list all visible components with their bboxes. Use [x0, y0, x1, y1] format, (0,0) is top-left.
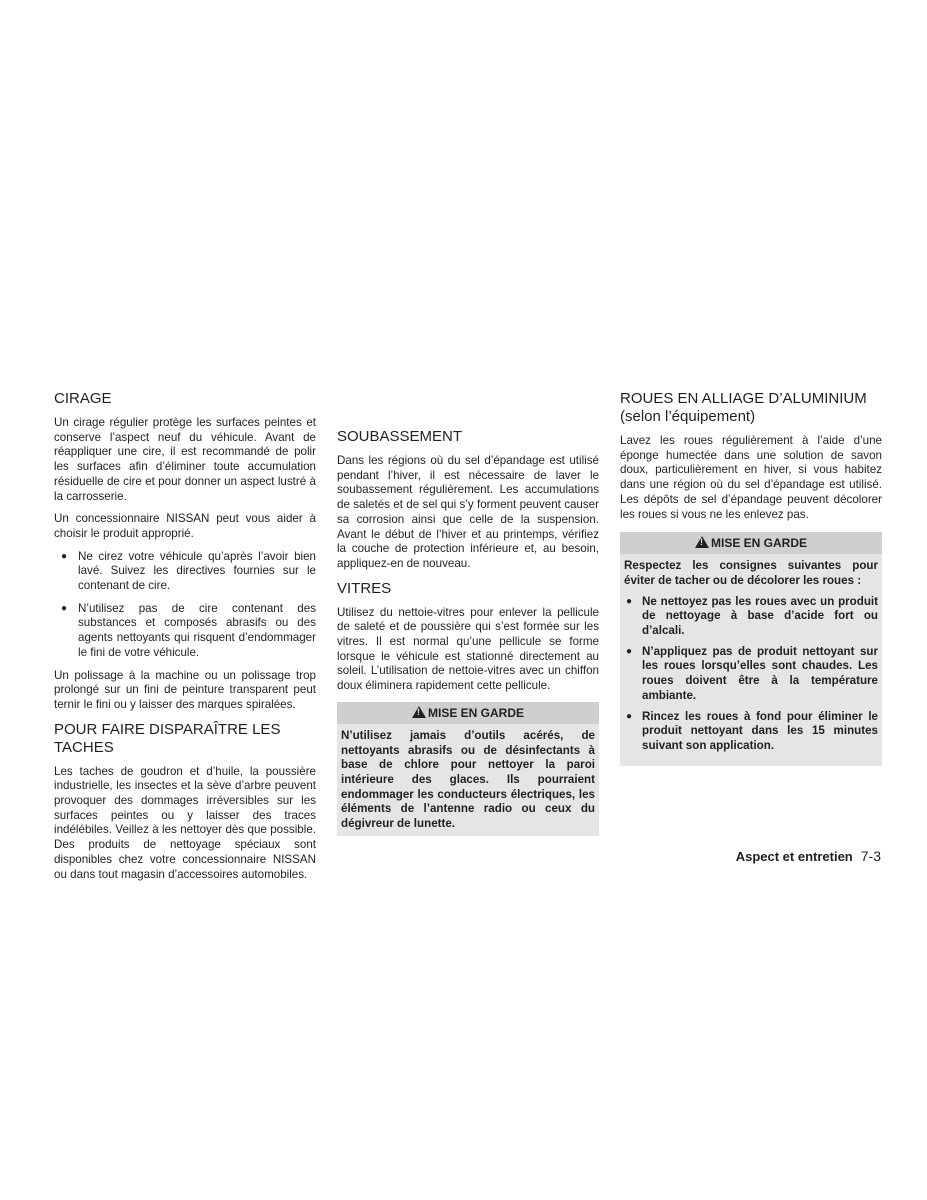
column-middle	[337, 390, 599, 836]
warning-header	[337, 702, 599, 724]
page-footer	[736, 848, 881, 864]
heading-roues-subtitle: (selon l’équipement)	[620, 408, 756, 425]
paragraph-vitres-1: Utilisez du nettoie-vitres pour enlever la pellicule de saleté et de poussière qui s’est formée sur les vitres. Il est normal qu’une pellicule se forme lorsque le véhicule est stationné directement au soleil. L’utilisation de nettoie-vitres avec un chiffon doux éliminera rapidement cette pellicule.	[337, 605, 599, 693]
cirage-bullet-list	[54, 550, 316, 661]
paragraph-roues-1: Lavez les roues régulièrement à l’aide d’une éponge humectée dans une solution de savon doux, particulièrement en hiver, si vous habitez dans une région où du sel d’épandage est utilisé. Les dépôts de sel d’épandage peuvent décolorer les roues si vous ne les enlevez pas.	[620, 434, 882, 521]
heading-cirage: CIRAGE	[54, 390, 112, 407]
warning-triangle-icon	[695, 536, 709, 548]
warning-box-vitres	[337, 702, 599, 836]
warning-header	[620, 532, 882, 554]
heading-roues-title: ROUES EN ALLIAGE D’ALUMINIUM	[620, 390, 867, 407]
list-item: ● N’utilisez pas de cire contenant des substances et composés abrasifs ou des agents nettoyants qui risquent d’endommager le fini de votre véhicule.	[54, 602, 316, 661]
column-right	[620, 390, 882, 766]
list-item: ● Rincez les roues à fond pour éliminer le produit nettoyant dans les 15 minutes suivant son application.	[624, 710, 878, 754]
paragraph-cirage-3: Un polissage à la machine ou un polissage trop prolongé sur un fini de peinture transparent peut ternir le fini ou y laisser des marques spiralées.	[54, 668, 316, 711]
heading-vitres: VITRES	[337, 579, 392, 597]
warning-body	[620, 554, 882, 765]
footer-section-title: Aspect et entretien	[735, 849, 853, 864]
paragraph-cirage-2: Un concessionnaire NISSAN peut vous aider à choisir le produit approprié.	[54, 512, 316, 540]
heading-taches: POUR FAIRE DISPARAÎTRE LES TACHES	[54, 720, 281, 756]
page-number: 7-3	[860, 848, 881, 864]
warning-body	[337, 724, 599, 836]
warning-box-roues	[620, 532, 882, 765]
paragraph-soubassement-1: Dans les régions où du sel d’épandage est utilisé pendant l’hiver, il est nécessaire de laver le soubassement régulièrement. Les accumulations de saletés et de sel qui s’y forment peuvent causer sa corrosion ainsi que celle de la suspension. Avant le début de l’hiver et au printemps, vérifiez la couche de protection inférieure et, au besoin, appliquez-en de nouveau.	[337, 454, 599, 570]
warning-title: MISE EN GARDE	[427, 705, 524, 720]
warning-title: MISE EN GARDE	[710, 536, 807, 551]
list-item: ● N’appliquez pas de produit nettoyant sur les roues lorsqu’elles sont chaudes. Les roues doivent être à la température ambiante.	[624, 645, 878, 704]
heading-soubassement: SOUBASSEMENT	[337, 428, 463, 445]
warning-bullet-list	[624, 595, 878, 754]
paragraph-cirage-1: Un cirage régulier protège les surfaces peintes et conserve l’aspect neuf du véhicule. Avant de réappliquer une cire, il est recommandé de polir les surfaces afin d’éliminer toute accumulation résiduelle de cire et pour donner un aspect lustré à la carrosserie.	[54, 416, 316, 503]
paragraph-taches-1: Les taches de goudron et d’huile, la poussière industrielle, les insectes et la sève d’arbre peuvent provoquer des dommages irréversibles sur les surfaces peintes ou y laisser des traces indélébiles. Veillez à les nettoyer dès que possible. Des produits de nettoyage spéciaux sont disponibles chez votre concessionnaire NISSAN ou dans tout magasin d’accessoires automobiles.	[54, 764, 316, 881]
heading-roues	[620, 390, 882, 426]
list-item: ● Ne cirez votre véhicule qu’après l’avoir bien lavé. Suivez les directives fournies sur le contenant de cire.	[54, 550, 316, 594]
warning-intro: Respectez les consignes suivantes pour éviter de tacher ou de décolorer les roues :	[624, 559, 878, 587]
warning-text: N’utilisez jamais d’outils acérés, de nettoyants abrasifs ou de désinfectants à base de chlore pour nettoyer la paroi intérieure des glaces. Ils pourraient endommager les conducteurs électriques, les éléments de l’antenne radio ou ceux du dégivreur de lunette.	[341, 728, 595, 831]
warning-triangle-icon	[412, 706, 426, 718]
list-item: ● Ne nettoyez pas les roues avec un produit de nettoyage à base d’acide fort ou d’alcali.	[624, 595, 878, 639]
column-left	[54, 390, 316, 890]
